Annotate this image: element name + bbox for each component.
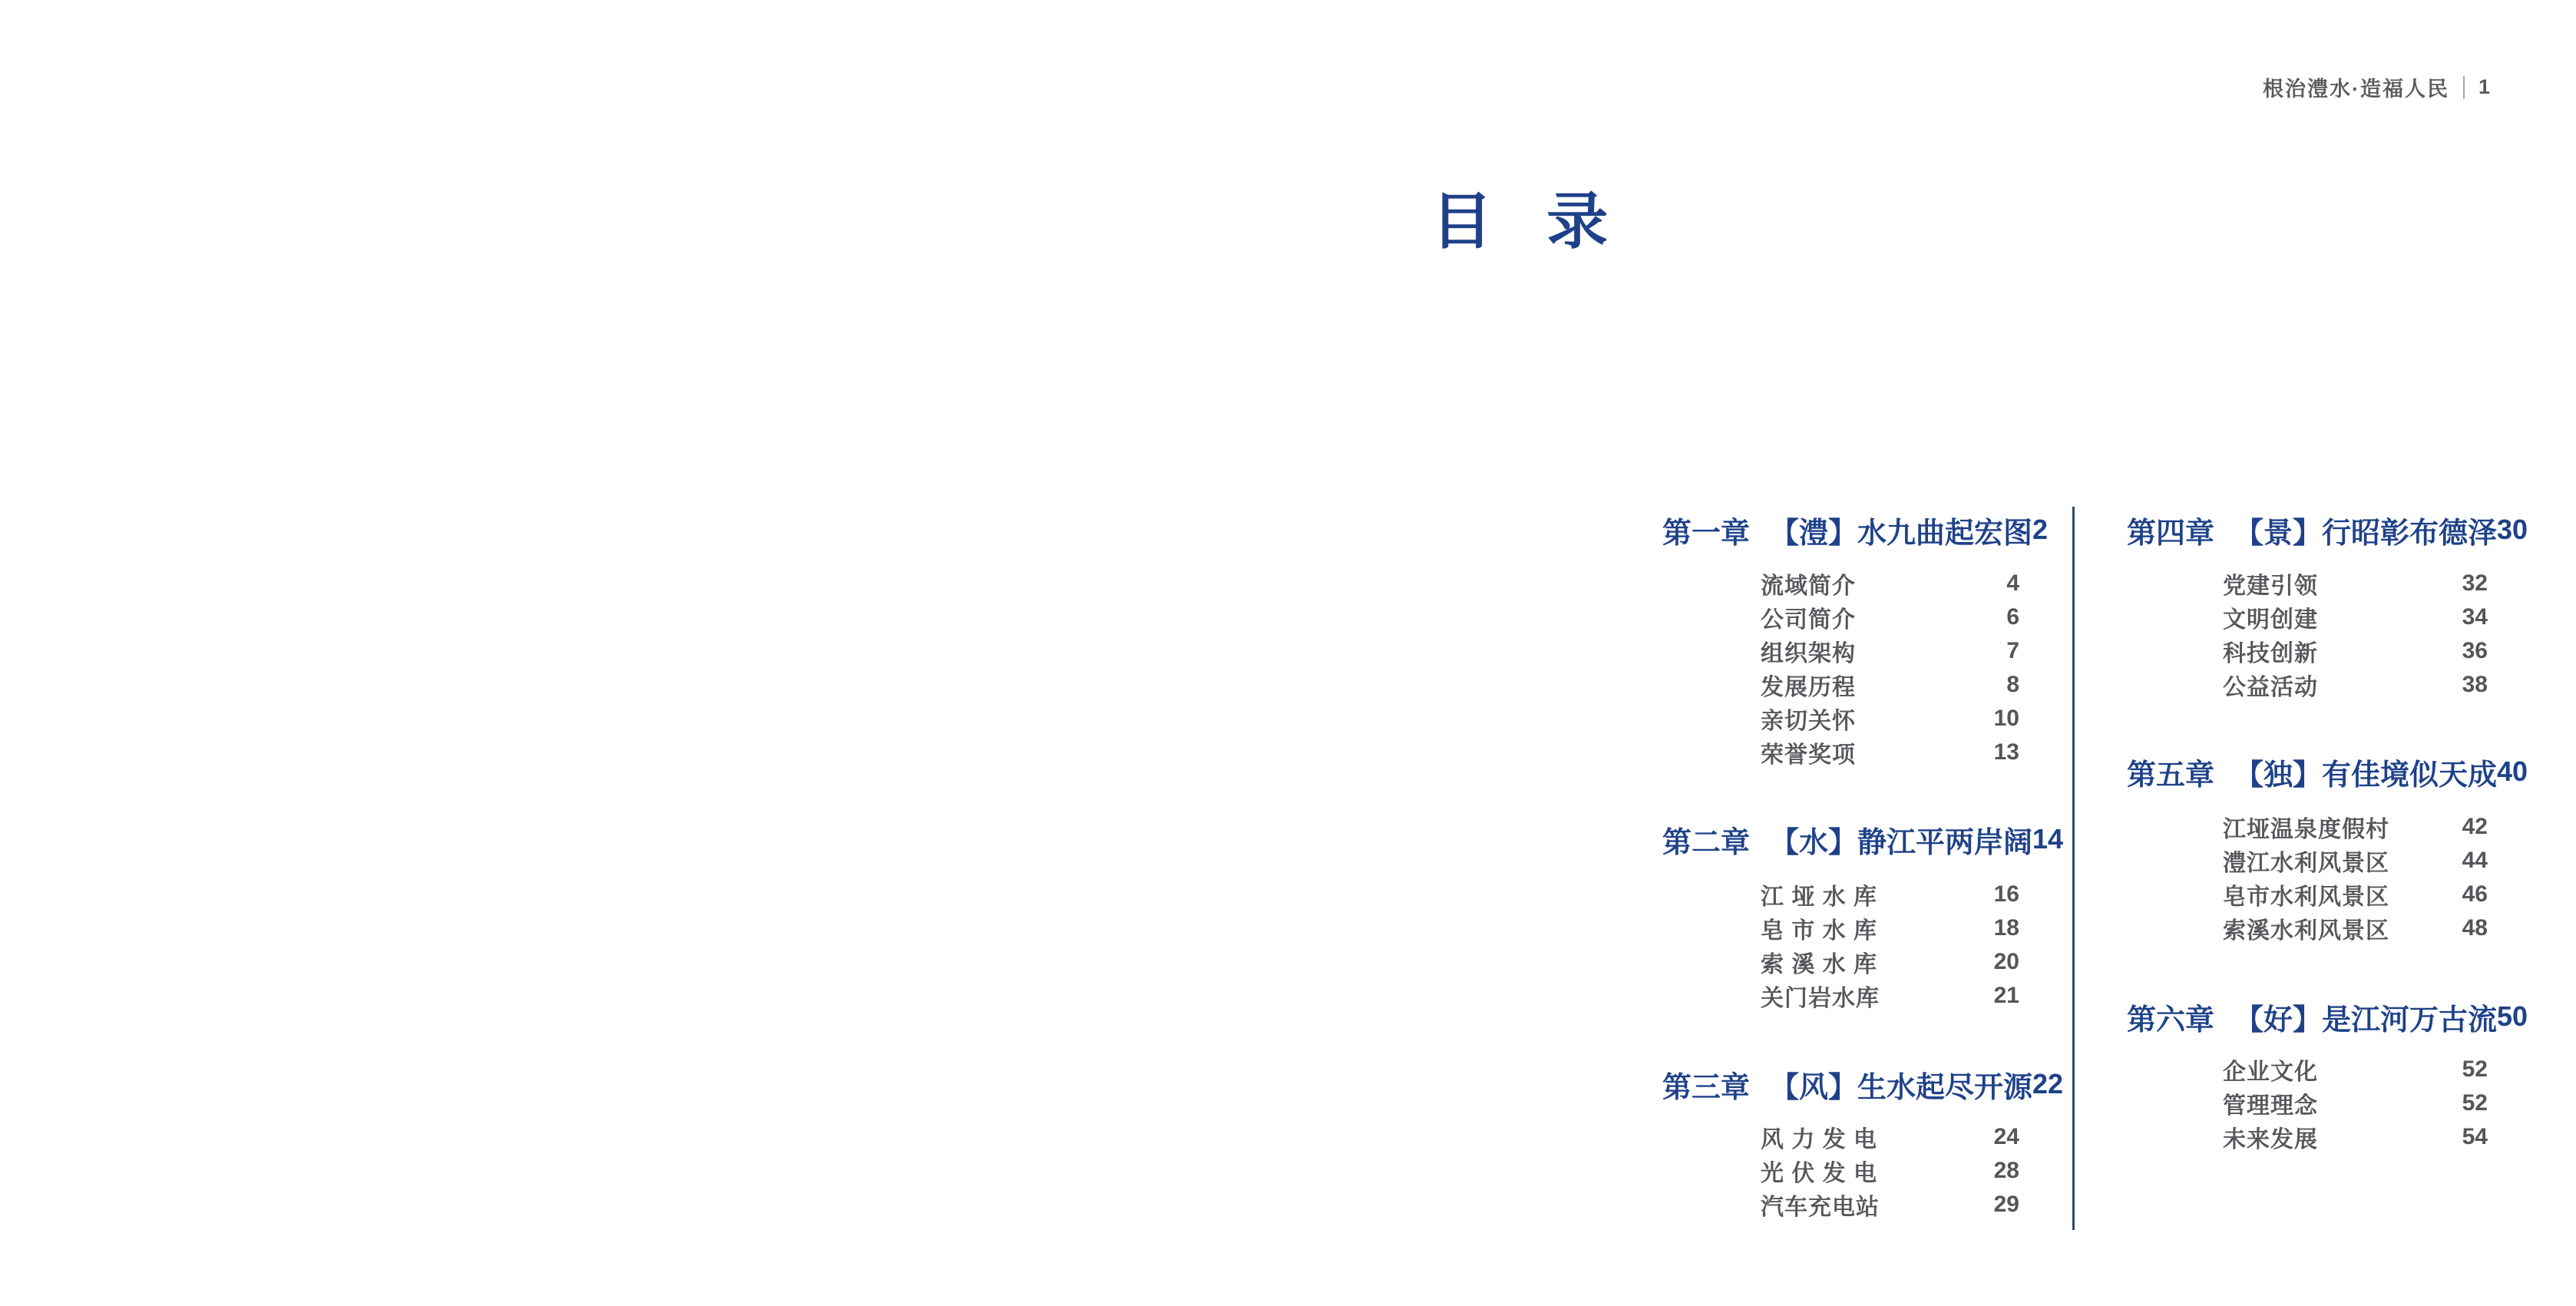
toc-item[interactable]	[2127, 567, 2488, 600]
chapter-page: 40	[2497, 755, 2528, 787]
item-page: 34	[2462, 604, 2488, 630]
item-page: 48	[2462, 915, 2488, 941]
chapter-1-heading[interactable]	[1662, 514, 2049, 550]
header-slogan: 根治澧水·造福人民	[2262, 78, 2449, 101]
toc-item[interactable]	[1662, 1188, 2019, 1222]
item-label: 索 溪 水 库	[1761, 952, 1878, 977]
toc-item[interactable]	[1662, 911, 2019, 945]
chapter-title: 【好】是江河万古流	[2234, 1003, 2498, 1037]
toc-item[interactable]	[1662, 668, 2019, 702]
toc-column-right	[2127, 514, 2528, 1154]
chapter-title: 【独】有佳境似天成	[2234, 759, 2498, 792]
chapter-5-items	[2127, 810, 2488, 945]
item-label: 组织架构	[1761, 641, 1856, 666]
item-page: 6	[2006, 604, 2019, 630]
chapter-number: 第五章	[2127, 759, 2215, 792]
item-label: 企业文化	[2223, 1060, 2318, 1085]
item-page: 38	[2462, 672, 2488, 697]
item-page: 8	[2006, 672, 2019, 697]
toc-item[interactable]	[1662, 600, 2019, 634]
item-label: 公益活动	[2223, 675, 2318, 700]
toc-item[interactable]	[2127, 600, 2488, 634]
item-label: 皂市水利风景区	[2223, 884, 2389, 910]
toc-item[interactable]	[2127, 844, 2488, 878]
item-label: 风 力 发 电	[1761, 1127, 1878, 1152]
toc-item[interactable]	[1662, 1154, 2019, 1188]
item-page: 28	[1993, 1158, 2019, 1183]
item-label: 文明创建	[2223, 607, 2318, 633]
chapter-2-items	[1662, 878, 2019, 1013]
chapter-4-items	[2127, 567, 2488, 702]
item-page: 13	[1993, 739, 2019, 765]
toc-item[interactable]	[2127, 878, 2488, 911]
chapter-number: 第一章	[1662, 517, 1751, 550]
chapter-number: 第三章	[1662, 1071, 1751, 1104]
toc-column-left	[1662, 514, 2064, 1222]
chapter-number: 第二章	[1662, 826, 1751, 859]
item-page: 29	[1993, 1192, 2019, 1217]
toc-item[interactable]	[2127, 1053, 2488, 1086]
toc-item[interactable]	[1662, 736, 2019, 769]
header-divider	[2463, 76, 2465, 99]
item-label: 荣誉奖项	[1761, 742, 1856, 768]
item-label: 江 垭 水 库	[1761, 884, 1878, 910]
item-page: 4	[2006, 570, 2019, 596]
item-label: 光 伏 发 电	[1761, 1161, 1878, 1186]
page-header	[2263, 72, 2490, 102]
item-label: 澧江水利风景区	[2223, 851, 2389, 876]
item-label: 发展历程	[1761, 675, 1856, 700]
toc-item[interactable]	[2127, 668, 2488, 702]
chapter-title: 【风】生水起尽开源	[1770, 1071, 2033, 1104]
header-page-number: 1	[2478, 75, 2490, 98]
item-label: 索溪水利风景区	[2223, 918, 2389, 944]
item-label: 皂 市 水 库	[1761, 918, 1878, 944]
page-title: 目 录	[1431, 187, 1610, 256]
chapter-page: 22	[2032, 1068, 2064, 1099]
toc-item[interactable]	[1662, 567, 2019, 600]
item-page: 36	[2462, 638, 2488, 663]
item-label: 科技创新	[2223, 641, 2318, 666]
chapter-title: 【水】静江平两岸阔	[1770, 826, 2033, 859]
item-page: 46	[2462, 881, 2488, 907]
item-page: 42	[2462, 814, 2488, 839]
item-page: 44	[2462, 848, 2488, 873]
item-page: 20	[1993, 949, 2019, 974]
item-page: 32	[2462, 570, 2488, 596]
toc-item[interactable]	[1662, 634, 2019, 668]
toc-item[interactable]	[2127, 1120, 2488, 1154]
chapter-2-heading[interactable]	[1662, 823, 2064, 859]
toc-item[interactable]	[1662, 945, 2019, 979]
chapter-title: 【景】行昭彰布德泽	[2234, 517, 2498, 550]
item-label: 流域简介	[1761, 574, 1856, 599]
chapter-number: 第六章	[2127, 1003, 2215, 1037]
item-page: 10	[1993, 706, 2019, 731]
chapter-number: 第四章	[2127, 517, 2215, 550]
chapter-4-heading[interactable]	[2127, 514, 2528, 550]
item-page: 52	[2462, 1056, 2488, 1082]
item-label: 亲切关怀	[1761, 709, 1856, 734]
item-page: 24	[1993, 1124, 2019, 1149]
chapter-title: 【澧】水九曲起宏图	[1770, 517, 2033, 550]
item-label: 江垭温泉度假村	[2223, 817, 2389, 842]
chapter-1-items	[1662, 567, 2019, 769]
toc-item[interactable]	[2127, 810, 2488, 844]
chapter-6-heading[interactable]	[2127, 1000, 2528, 1037]
chapter-page: 14	[2032, 823, 2064, 855]
item-label: 汽车充电站	[1761, 1195, 1880, 1220]
toc-column-divider	[2072, 507, 2075, 1230]
item-label: 管理理念	[2223, 1093, 2318, 1119]
toc-item[interactable]	[1662, 1120, 2019, 1154]
toc-item[interactable]	[2127, 911, 2488, 945]
item-label: 党建引领	[2223, 574, 2318, 599]
chapter-page: 2	[2032, 514, 2049, 545]
item-label: 关门岩水库	[1761, 986, 1880, 1011]
chapter-3-heading[interactable]	[1662, 1068, 2064, 1104]
chapter-5-heading[interactable]	[2127, 755, 2528, 792]
chapter-3-items	[1662, 1120, 2019, 1222]
item-page: 16	[1993, 881, 2019, 907]
item-page: 18	[1993, 915, 2019, 941]
toc-item[interactable]	[1662, 878, 2019, 911]
toc-item[interactable]	[2127, 634, 2488, 668]
item-label: 未来发展	[2223, 1127, 2318, 1152]
toc-item[interactable]	[1662, 702, 2019, 736]
item-page: 54	[2462, 1124, 2488, 1149]
item-page: 52	[2462, 1090, 2488, 1116]
toc-item[interactable]	[1662, 979, 2019, 1013]
chapter-6-items	[2127, 1053, 2488, 1154]
item-label: 公司简介	[1761, 607, 1856, 633]
toc-item[interactable]	[2127, 1086, 2488, 1120]
chapter-page: 50	[2497, 1000, 2528, 1032]
item-page: 21	[1993, 983, 2019, 1008]
item-page: 7	[2006, 638, 2019, 663]
chapter-page: 30	[2497, 514, 2528, 545]
